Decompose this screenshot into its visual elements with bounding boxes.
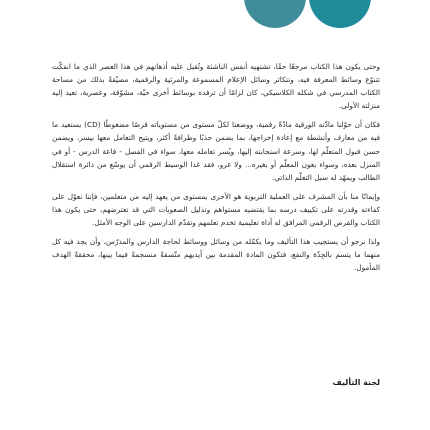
- preface-body: [52, 60, 380, 280]
- author-signature: لجنة التأليف: [332, 378, 380, 387]
- preface-paragraph: وحتى يكون هذا الكتاب مرجعًا حقًا، تشتهيه أنفس الناشئة وتُقبل عليه أذهانهم في هذا العصر الذي ما انفكّت تتنوّع وسائط المعرفة فيه، وتتكاثر وسائل الإعلام المسموعة والمرئية والرقمية، مضيّقةً بذلك من مساحة الكتاب المدرسي في شكله الكلاسيكي، كان لزامًا أن ترفده بوسائط أخرى حيّة، مشوّقة، وعصرية، تعيد إليه منزلته الأولى.: [52, 62, 380, 111]
- preface-paragraph: فكان أن حوّلنا مادّته الورقية مادّةً رقمية، ووضعنا لكلّ مستوى من مستوياته قرصًا مضغوطًا (CD) يستعيد ما فيه من معارف وأنشطة مع إعادة إخراجها، بما يضمن جذبًا وطرافةً أكثر، ويتيح التعامل معها بيسر، ويضمن حسن قبول المتعلّم لها، وسرعة استجابته إليها، ويُسر تعامله معها، سواء في الفصل - قاعة الدرس - أو في المنزل بعده، وسواء بعون المعلّم أو بغيره... ولا غرو، فقد غدا الوسيط الرقمي أن يوسّع من دائرة استقلال الطالب ويمهّد له سبل التعلّم الذاتي.: [52, 120, 380, 182]
- decorative-circle-left: [244, 0, 306, 28]
- preface-paragraph: ولذا نرجو أن يستجيب هذا التأليف وما يكمّله من وسائل ووسائط لحاجة الدارس والمدرّس، وأن يجد فيه كل منهما ما يتسم بالجِدّة والنفع، فتكون المادة المقدمة بين أيديهم متّسقةً منسجمةً فيما بينها، محققةً الهدف المأمول.: [52, 237, 380, 273]
- preface-paragraph: وإيمانًا منا بأن المشرف على العملية التربوية هو الأحرى بمستوى من يعهد إليه من متعلمين، فإننا نعوّل على كفاءته وقدرته على تكييف درسه بما يقتضيه مستواهم وتذليل الصعوبات التي قد تعترضهم، حتى يكون هذا الكتاب والقرص الرقمي المرافق له أداة تعليمية تخدم تعلمهم وتقدّم الدارسين على الوجه الأمثل.: [52, 191, 380, 228]
- decorative-circle-right: [309, 0, 371, 28]
